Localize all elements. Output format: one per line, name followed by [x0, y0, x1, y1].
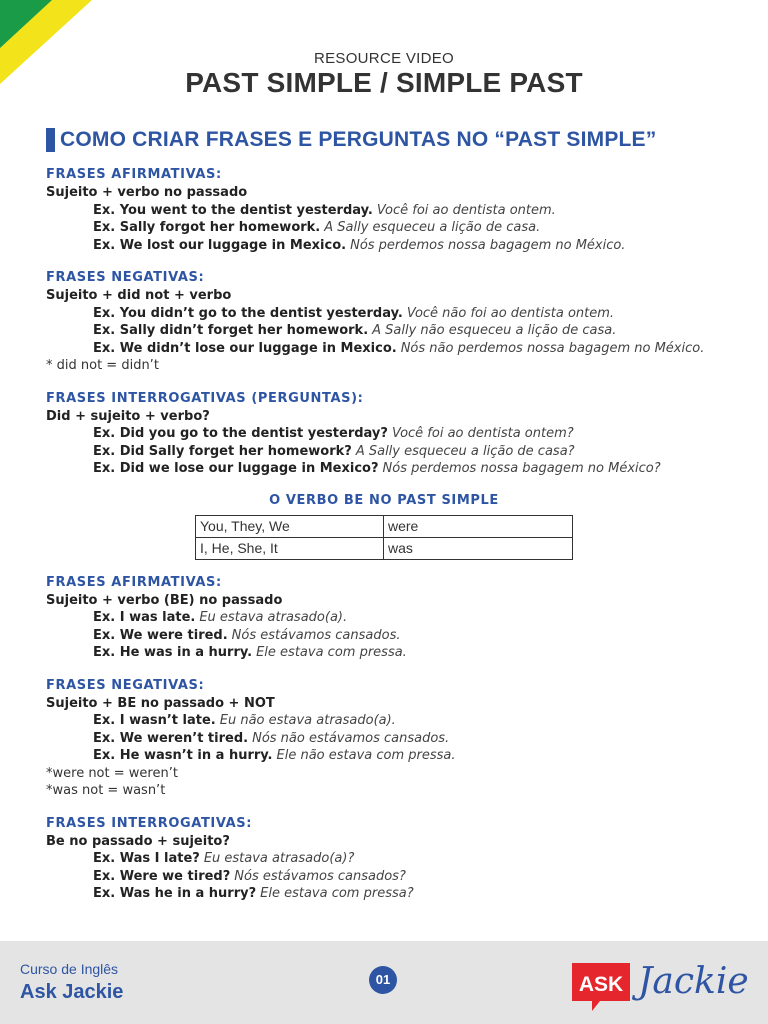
example-line — [46, 443, 746, 461]
section-heading — [46, 128, 656, 152]
example-line — [46, 609, 746, 627]
block-title: FRASES NEGATIVAS: — [46, 677, 205, 693]
negative-block — [46, 269, 746, 375]
example-line — [46, 627, 746, 645]
page-number-badge: 01 — [369, 966, 397, 994]
formula: Sujeito + BE no passado + NOT — [46, 695, 275, 711]
example-portuguese: Você foi ao dentista ontem? — [391, 426, 574, 441]
example-line — [46, 712, 746, 730]
example-english: Ex. Did we lose our luggage in Mexico? — [93, 461, 379, 476]
logo-ask-text: ASK — [578, 973, 624, 996]
example-line — [46, 202, 746, 220]
example-portuguese: Você foi ao dentista ontem. — [376, 202, 556, 218]
table-cell-subject: You, They, We — [196, 515, 384, 537]
example-line — [46, 644, 746, 662]
example-portuguese: A Sally esqueceu a lição de casa. — [324, 220, 541, 235]
contraction-note: *was not = wasn’t — [46, 783, 166, 798]
formula: Sujeito + verbo no passado — [46, 185, 248, 200]
block-title: FRASES AFIRMATIVAS: — [46, 574, 222, 590]
example-line — [46, 850, 746, 868]
example-line — [46, 730, 746, 748]
table-cell-verb: were — [384, 515, 573, 537]
example-portuguese: Nós não perdemos nossa bagagem no México. — [400, 340, 705, 356]
logo-jackie-text: Jackie — [638, 961, 749, 1002]
example-english: Ex. Were we tired? — [93, 868, 231, 884]
example-english: Ex. You went to the dentist yesterday. — [93, 202, 373, 218]
formula: Sujeito + did not + verbo — [46, 288, 232, 303]
block-title: FRASES NEGATIVAS: — [46, 270, 205, 285]
example-line — [46, 460, 746, 478]
example-portuguese: Nós perdemos nossa bagagem no México. — [350, 237, 626, 253]
example-portuguese: A Sally esqueceu a lição de casa? — [355, 443, 575, 459]
example-line — [46, 340, 746, 358]
example-english: Ex. We weren’t tired. — [93, 730, 249, 746]
contraction-note: *were not = weren’t — [46, 765, 178, 781]
brand-name: Ask Jackie — [20, 981, 124, 1003]
table-cell-subject: I, He, She, It — [196, 537, 384, 559]
example-portuguese: Ele estava com pressa. — [256, 645, 407, 660]
section-marker — [46, 128, 55, 152]
example-portuguese: Nós estávamos cansados. — [231, 627, 401, 643]
table-cell-verb: was — [384, 537, 573, 559]
formula: Be no passado + sujeito? — [46, 833, 230, 849]
course-label: Curso de Inglês — [20, 961, 119, 977]
example-english: Ex. Was he in a hurry? — [93, 886, 257, 901]
table-row — [196, 515, 573, 537]
example-english: Ex. Sally forgot her homework. — [93, 220, 321, 235]
example-english: Ex. I wasn’t late. — [93, 713, 216, 728]
example-portuguese: Eu estava atrasado(a)? — [203, 851, 355, 866]
example-portuguese: Eu estava atrasado(a). — [199, 610, 348, 625]
example-portuguese: Ele estava com pressa? — [260, 886, 414, 901]
be-interrogative-block — [46, 815, 746, 903]
example-english: Ex. We didn’t lose our luggage in Mexico. — [93, 340, 397, 356]
example-english: Ex. He was in a hurry. — [93, 645, 253, 660]
example-portuguese: Eu não estava atrasado(a). — [219, 713, 396, 728]
example-portuguese: A Sally não esqueceu a lição de casa. — [372, 323, 617, 338]
example-english: Ex. Did Sally forget her homework? — [93, 443, 352, 459]
example-portuguese: Ele não estava com pressa. — [276, 748, 456, 763]
example-line — [46, 322, 746, 340]
table-row — [196, 537, 573, 559]
example-english: Ex. I was late. — [93, 610, 196, 625]
example-english: Ex. We were tired. — [93, 627, 228, 643]
lesson-content — [46, 166, 746, 918]
example-line — [46, 237, 746, 255]
be-negative-block — [46, 677, 746, 800]
example-english: Ex. You didn’t go to the dentist yesterday. — [93, 305, 403, 321]
example-line — [46, 747, 746, 765]
example-portuguese: Nós não estávamos cansados. — [252, 730, 450, 746]
example-line — [46, 885, 746, 903]
formula: Did + sujeito + verbo? — [46, 408, 210, 424]
example-line — [46, 425, 746, 443]
interrogative-block — [46, 390, 746, 478]
be-affirmative-block — [46, 574, 746, 662]
block-title: FRASES INTERROGATIVAS (PERGUNTAS): — [46, 390, 364, 406]
example-english: Ex. Did you go to the dentist yesterday? — [93, 426, 388, 441]
page-header — [0, 50, 768, 99]
example-portuguese: Nós perdemos nossa bagagem no México? — [382, 461, 661, 476]
block-title: FRASES AFIRMATIVAS: — [46, 167, 222, 182]
ask-jackie-logo — [570, 949, 755, 1019]
example-english: Ex. We lost our luggage in Mexico. — [93, 237, 347, 253]
header-subtitle: RESOURCE VIDEO — [313, 50, 455, 67]
be-conjugation-table — [195, 515, 573, 560]
page-footer — [0, 941, 768, 1024]
example-english: Ex. Sally didn’t forget her homework. — [93, 323, 369, 338]
example-english: Ex. He wasn’t in a hurry. — [93, 748, 273, 763]
example-english: Ex. Was I late? — [93, 851, 200, 866]
example-portuguese: Nós estávamos cansados? — [234, 868, 406, 884]
example-line — [46, 219, 746, 237]
example-line — [46, 305, 746, 323]
example-portuguese: Você não foi ao dentista ontem. — [406, 305, 615, 321]
section-heading-text: COMO CRIAR FRASES E PERGUNTAS NO “PAST SIMPLE” — [60, 128, 657, 151]
formula: Sujeito + verbo (BE) no passado — [46, 592, 283, 608]
be-section-title: O VERBO BE NO PAST SIMPLE — [269, 492, 499, 508]
block-title: FRASES INTERROGATIVAS: — [46, 815, 253, 831]
contraction-note: * did not = didn’t — [46, 358, 159, 373]
page-title: PAST SIMPLE / SIMPLE PAST — [185, 67, 583, 98]
example-line — [46, 868, 746, 886]
affirmative-block — [46, 166, 746, 254]
